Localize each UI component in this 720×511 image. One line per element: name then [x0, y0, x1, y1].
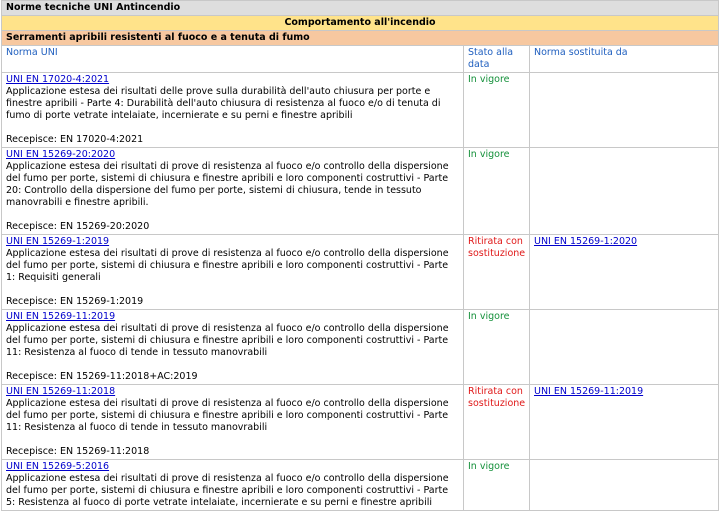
- table-row: [2, 235, 719, 310]
- norm-description: Applicazione estesa dei risultati di prove di resistenza al fuoco e/o controllo della dispersione del fumo per porte, sistemi di chiusura e finestre apribili e loro componenti costruttivi - Parte 11: Resistenza al fuoco di tende in tessuto manovrabili: [6, 323, 449, 358]
- status-cell: [464, 460, 530, 511]
- norm-cell: [2, 235, 464, 310]
- norm-description: Applicazione estesa dei risultati di prove di resistenza al fuoco e/o controllo della dispersione del fumo per porte, sistemi di chiusura e finestre apribili e loro componenti costruttivi - Parte 20: Controllo della dispersione del fumo per porte, sistemi di chiusura, tende in tessuto manovrabili e finestre apribili.: [6, 161, 449, 208]
- table-row: [2, 385, 719, 460]
- norm-code-link[interactable]: UNI EN 15269-11:2018: [6, 386, 116, 397]
- status-cell: [464, 73, 530, 148]
- norm-recepisce: Recepisce: EN 15269-11:2018+AC:2019: [6, 371, 198, 382]
- replaced-cell: [530, 385, 719, 460]
- norms-table: [1, 0, 719, 511]
- status-cell: [464, 385, 530, 460]
- section-title: Comportamento all'incendio: [2, 16, 719, 31]
- status-text: Ritirata con sostituzione: [468, 386, 526, 409]
- status-text: Ritirata con sostituzione: [468, 236, 526, 259]
- norm-recepisce: Recepisce: EN 17020-4:2021: [6, 134, 144, 145]
- norm-cell: [2, 73, 464, 148]
- norm-code-link[interactable]: UNI EN 15269-20:2020: [6, 149, 116, 160]
- status-cell: [464, 235, 530, 310]
- column-header-replaced: Norma sostituita da: [530, 46, 719, 73]
- status-cell: [464, 148, 530, 235]
- section-row: [2, 16, 719, 31]
- norm-recepisce: Recepisce: EN 15269-1:2019: [6, 296, 144, 307]
- norm-recepisce: Recepisce: EN 15269-11:2018: [6, 446, 150, 457]
- norm-cell: [2, 385, 464, 460]
- status-text: In vigore: [468, 311, 510, 322]
- norm-description: Applicazione estesa dei risultati di prove di resistenza al fuoco e/o controllo della dispersione del fumo per porte, sistemi di chiusura e finestre apribili e loro componenti costruttivi - Parte 11: Resistenza al fuoco di tende in tessuto manovrabili: [6, 398, 449, 433]
- norm-cell: [2, 310, 464, 385]
- replaced-cell: [530, 73, 719, 148]
- table-row: [2, 460, 719, 511]
- table-title-row: [2, 1, 719, 16]
- replaced-cell: [530, 148, 719, 235]
- replaced-cell: [530, 310, 719, 385]
- subsection-title: Serramenti apribili resistenti al fuoco e a tenuta di fumo: [2, 31, 719, 46]
- norm-description: Applicazione estesa dei risultati delle prove sulla durabilità dell'auto chiusura per porte e finestre apribili - Parte 4: Durabilità dell'auto chiusura di resistenza al fuoco e/o di tenuta di fumo di porte vetrate intelaiate, incernierate e su perni e finestre apribili: [6, 86, 441, 121]
- norm-cell: [2, 460, 464, 511]
- table-row: [2, 73, 719, 148]
- column-header-norm: Norma UNI: [2, 46, 464, 73]
- replaced-by-link[interactable]: UNI EN 15269-11:2019: [534, 386, 644, 397]
- replaced-by-link[interactable]: UNI EN 15269-1:2020: [534, 236, 638, 247]
- norm-recepisce: Recepisce: EN 15269-20:2020: [6, 221, 150, 232]
- column-header-row: [2, 46, 719, 73]
- norm-cell: [2, 148, 464, 235]
- norm-code-link[interactable]: UNI EN 15269-5:2016: [6, 461, 110, 472]
- status-cell: [464, 310, 530, 385]
- table-row: [2, 310, 719, 385]
- status-text: In vigore: [468, 461, 510, 472]
- subsection-row: [2, 31, 719, 46]
- status-text: In vigore: [468, 149, 510, 160]
- table-title: Norme tecniche UNI Antincendio: [2, 1, 719, 16]
- norm-code-link[interactable]: UNI EN 15269-1:2019: [6, 236, 110, 247]
- norm-description: Applicazione estesa dei risultati di prove di resistenza al fuoco e/o controllo della dispersione del fumo per porte, sistemi di chiusura e finestre apribili e loro componenti costruttivi - Parte 5: Resistenza al fuoco di porte vetrate intelaiate, incernierate e su perni e finestre apribili: [6, 473, 449, 508]
- table-row: [2, 148, 719, 235]
- norm-description: Applicazione estesa dei risultati di prove di resistenza al fuoco e/o controllo della dispersione del fumo per porte, sistemi di chiusura e finestre apribili e loro componenti costruttivi - Parte 1: Requisiti generali: [6, 248, 449, 283]
- status-text: In vigore: [468, 74, 510, 85]
- replaced-cell: [530, 460, 719, 511]
- norm-code-link[interactable]: UNI EN 15269-11:2019: [6, 311, 116, 322]
- replaced-cell: [530, 235, 719, 310]
- norm-code-link[interactable]: UNI EN 17020-4:2021: [6, 74, 110, 85]
- column-header-status: Stato alla data: [464, 46, 530, 73]
